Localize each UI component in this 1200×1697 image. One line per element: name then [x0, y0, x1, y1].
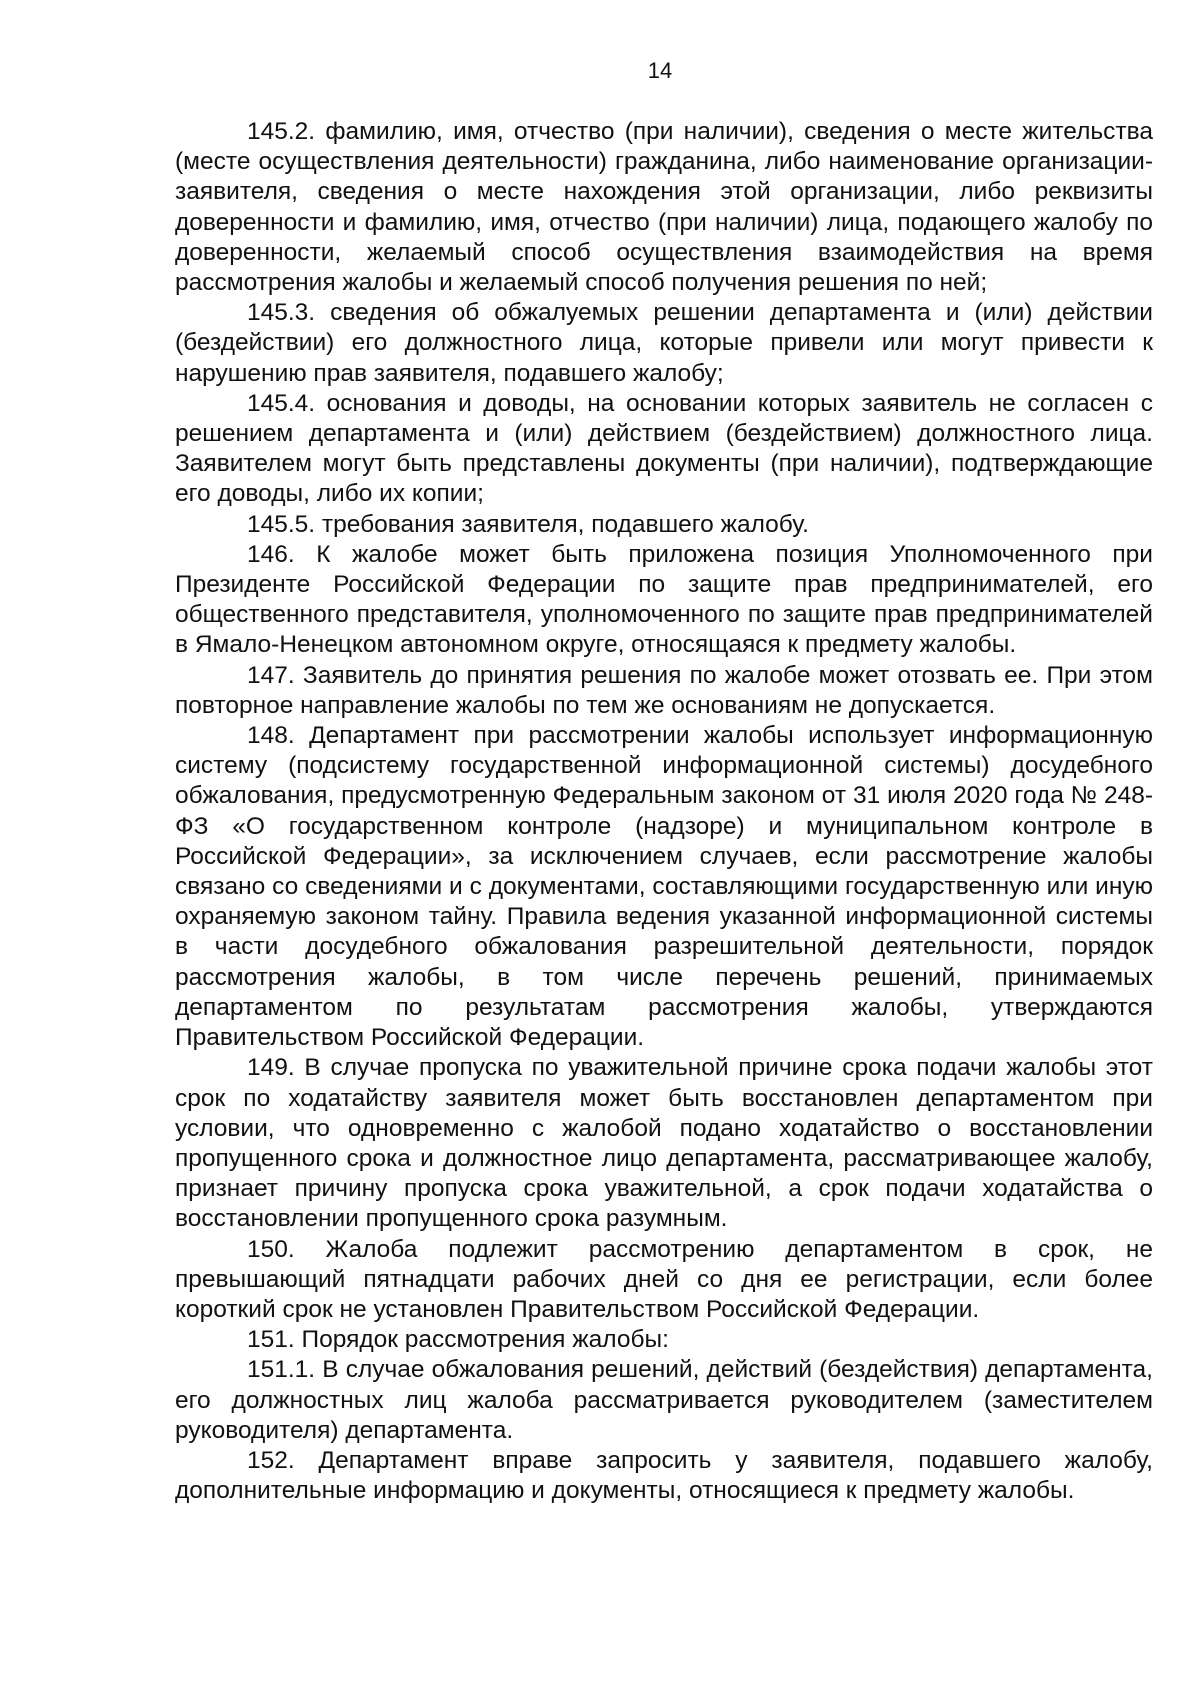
paragraph-147: 147. Заявитель до принятия решения по жалобе может отозвать ее. При этом повторное направление жалобы по тем же основаниям не допускается. — [175, 661, 1153, 719]
page-number: 14 — [647, 58, 673, 83]
paragraph-145-5: 145.5. требования заявителя, подавшего жалобу. — [247, 510, 809, 538]
paragraph-146: 146. К жалобе может быть приложена позиция Уполномоченного при Президенте Российской Федерации по защите прав предпринимателей, его общественного представителя, уполномоченного по защите прав предпринимателей в Ямало-Ненецком автономном округе, относящаяся к предмету жалобы. — [175, 540, 1153, 659]
paragraph-145-2: 145.2. фамилию, имя, отчество (при наличии), сведения о месте жительства (месте осуществления деятельности) гражданина, либо наименование организации-заявителя, сведения о месте нахождения этой организации, либо реквизиты доверенности и фамилию, имя, отчество (при наличии) лица, подающего жалобу по доверенности, желаемый способ осуществления взаимодействия на время рассмотрения жалобы и желаемый способ получения решения по ней; — [175, 118, 1153, 297]
paragraph-150: 150. Жалоба подлежит рассмотрению департаментом в срок, не превышающий пятнадцати рабочих дней со дня ее регистрации, если более короткий срок не установлен Правительством Российской Федерации. — [175, 1235, 1153, 1323]
paragraph-145-4: 145.4. основания и доводы, на основании которых заявитель не согласен с решением департамента и (или) действием (бездействием) должностного лица. Заявителем могут быть представлены документы (при наличии), подтверждающие его доводы, либо их копии; — [175, 389, 1153, 508]
paragraph-148: 148. Департамент при рассмотрении жалобы использует информационную систему (подсистему государственной информационной системы) досудебного обжалования, предусмотренную Федеральным законом от 31 июля 2020 года № 248-ФЗ «О государственном контроле (надзоре) и муниципальном контроле в Российской Федерации», за исключением случаев, если рассмотрение жалобы связано со сведениями и с документами, составляющими государственную или иную охраняемую законом тайну. Правила ведения указанной информационной системы в части досудебного обжалования разрешительной деятельности, порядок рассмотрения жалобы, в том числе перечень решений, принимаемых департаментом по результатам рассмотрения жалобы, утверждаются Правительством Российской Федерации. — [175, 722, 1153, 1052]
paragraph-152: 152. Департамент вправе запросить у заявителя, подавшего жалобу, дополнительные информацию и документы, относящиеся к предмету жалобы. — [175, 1446, 1153, 1505]
document-body — [175, 117, 1153, 1506]
paragraph-149: 149. В случае пропуска по уважительной причине срока подачи жалобы этот срок по ходатайству заявителя может быть восстановлен департаментом при условии, что одновременно с жалобой подано ходатайство о восстановлении пропущенного срока и должностное лицо департамента, рассматривающее жалобу, признает причину пропуска срока уважительной, а срок подачи ходатайства о восстановлении пропущенного срока разумным. — [175, 1054, 1153, 1233]
paragraph-151-1: 151.1. В случае обжалования решений, действий (бездействия) департамента, его должностных лиц жалоба рассматривается руководителем (заместителем руководителя) департамента. — [175, 1356, 1153, 1444]
paragraph-151: 151. Порядок рассмотрения жалобы: — [247, 1326, 669, 1354]
paragraph-145-3: 145.3. сведения об обжалуемых решении департамента и (или) действии (бездействии) его должностного лица, которые привели или могут привести к нарушению прав заявителя, подавшего жалобу; — [175, 299, 1153, 387]
